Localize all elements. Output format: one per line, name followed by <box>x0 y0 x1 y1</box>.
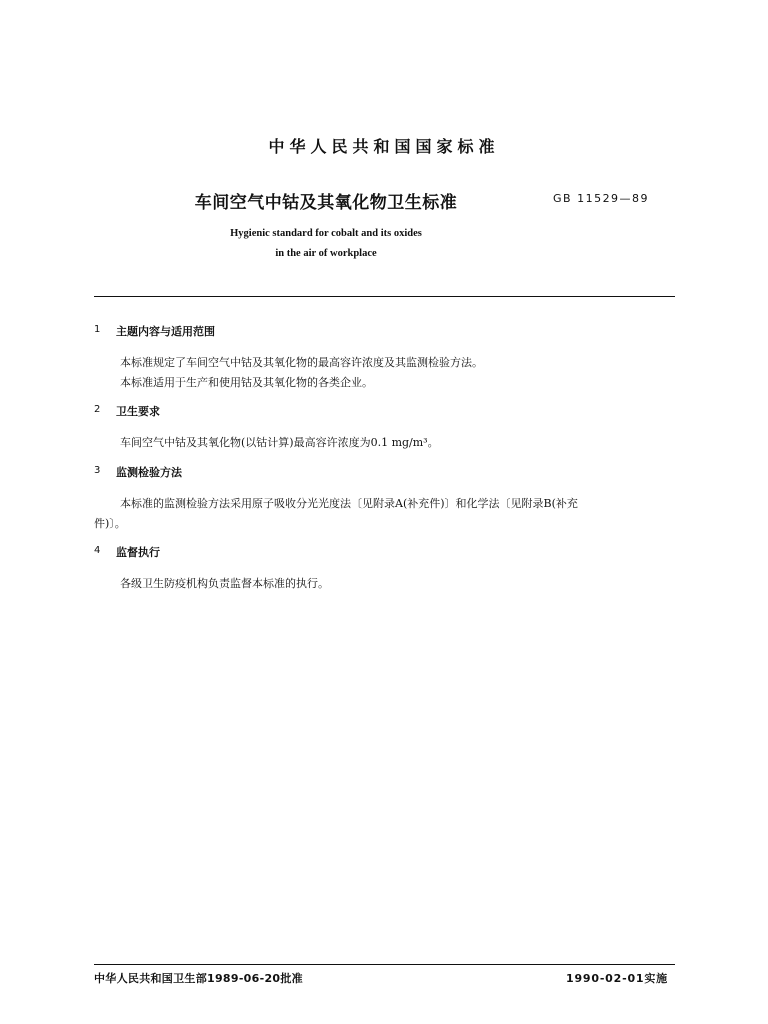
section-1-title: 主题内容与适用范围 <box>116 325 215 338</box>
section-2-paragraph-1: 车间空气中钴及其氧化物(以钴计算)最高容许浓度为0.1 mg/m³。 <box>120 436 439 449</box>
section-2-number: 2 <box>94 404 101 415</box>
section-3-title: 监测检验方法 <box>116 466 182 479</box>
section-4-paragraph-1: 各级卫生防疫机构负责监督本标准的执行。 <box>120 577 329 590</box>
approval-line: 中华人民共和国卫生部1989-06-20批准 <box>94 972 303 985</box>
section-1-number: 1 <box>94 324 101 335</box>
section-3-paragraph-2: 件)〕。 <box>94 517 126 530</box>
standard-number: GB 11529—89 <box>553 192 650 205</box>
section-2-title: 卫生要求 <box>116 405 160 418</box>
section-4-number: 4 <box>94 545 101 556</box>
section-1-paragraph-2: 本标准适用于生产和使用钴及其氧化物的各类企业。 <box>120 376 373 389</box>
section-3-number: 3 <box>94 465 101 476</box>
effective-date-line: 1990-02-01实施 <box>566 972 668 985</box>
document-title: 车间空气中钴及其氧化物卫生标准 <box>194 193 458 213</box>
english-title-line-2: in the air of workplace <box>275 248 377 259</box>
section-1-paragraph-1: 本标准规定了车间空气中钴及其氧化物的最高容许浓度及其监测检验方法。 <box>120 356 483 369</box>
national-standard-header: 中华人民共和国国家标准 <box>268 137 500 156</box>
english-title-line-1: Hygienic standard for cobalt and its oxides <box>230 228 422 239</box>
top-divider <box>94 296 675 297</box>
section-3-paragraph-1: 本标准的监测检验方法采用原子吸收分光光度法〔见附录A(补充件)〕和化学法〔见附录B(补充 <box>120 497 578 510</box>
bottom-divider <box>94 964 675 965</box>
section-4-title: 监督执行 <box>116 546 160 559</box>
